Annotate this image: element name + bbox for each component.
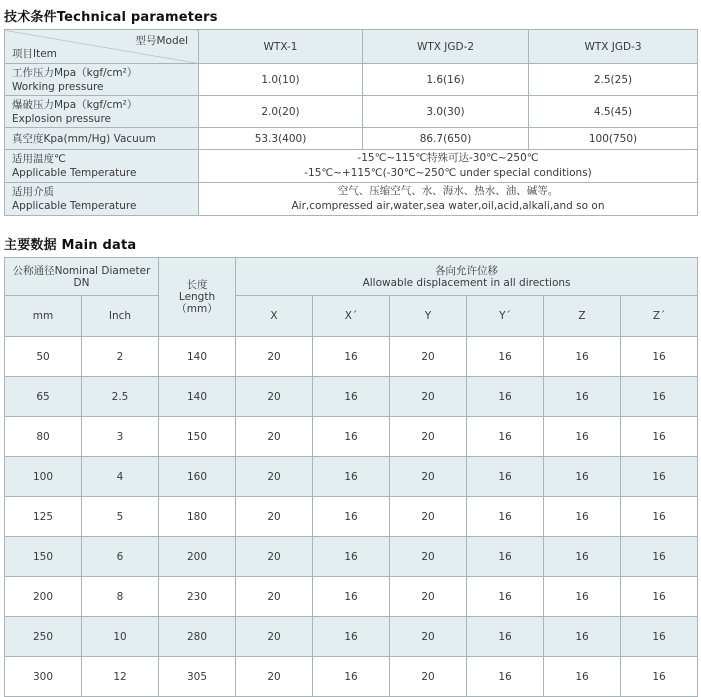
cell-dn-inch: 12 [82,657,159,697]
cell-dn-inch: 8 [82,577,159,617]
temperature-value-en: -15℃~+115℃(-30℃~250℃ under special conditions) [304,167,592,179]
cell-disp-y: 20 [390,497,467,537]
cell-disp-z-prime: 16 [621,337,698,377]
cell-disp-y-prime: 16 [467,377,544,417]
cell-disp-y-prime: 16 [467,497,544,537]
temperature-value [199,150,698,183]
cell-disp-y: 20 [390,457,467,497]
cell-disp-z-prime: 16 [621,617,698,657]
cell-disp-y: 20 [390,417,467,457]
length-header [159,258,236,337]
tech-row-vacuum [5,128,698,150]
tech-cell: 2.0(20) [199,96,363,128]
cell-length: 180 [159,497,236,537]
medium-value-cn: 空气、压缩空气、水、海水、热水、油、碱等。 [337,185,559,197]
table-row [5,497,698,537]
medium-value [199,183,698,216]
cell-dn-mm: 250 [5,617,82,657]
cell-disp-z: 16 [544,577,621,617]
cell-disp-y: 20 [390,337,467,377]
table-row [5,577,698,617]
cell-disp-x: 20 [236,457,313,497]
tech-cell: 4.5(45) [529,96,698,128]
main-header-row-1 [5,258,698,296]
tech-row-temperature [5,150,698,183]
temperature-value-cn: -15℃~115℃特殊可达-30℃~250℃ [357,152,539,164]
cell-disp-z-prime: 16 [621,657,698,697]
working-pressure-label-cn: 工作压力Mpa（kgf/cm²） [12,66,138,79]
tech-cell: 1.0(10) [199,64,363,96]
cell-disp-z-prime: 16 [621,577,698,617]
cell-disp-x-prime: 16 [313,617,390,657]
model-header: 型号Model [135,35,188,47]
x-prime-header: X´ [313,296,390,337]
z-prime-header: Z´ [621,296,698,337]
cell-disp-z: 16 [544,417,621,457]
tech-row-working-pressure [5,64,698,96]
table-row [5,457,698,497]
dn-header-text: DN [73,276,90,289]
temperature-label-en: Applicable Temperature [12,167,137,179]
tech-cell: 86.7(650) [363,128,529,150]
table-row [5,337,698,377]
tech-cell: 2.5(25) [529,64,698,96]
displacement-header [236,258,698,296]
tech-row-explosion-pressure [5,96,698,128]
main-data-table [4,257,698,697]
cell-disp-x: 20 [236,577,313,617]
cell-disp-y-prime: 16 [467,337,544,377]
medium-label-cn: 适用介质 [12,186,54,198]
tech-row-medium [5,183,698,216]
cell-disp-y-prime: 16 [467,537,544,577]
cell-disp-y-prime: 16 [467,577,544,617]
cell-disp-z-prime: 16 [621,457,698,497]
cell-disp-x-prime: 16 [313,537,390,577]
cell-dn-inch: 10 [82,617,159,657]
table-row [5,417,698,457]
main-header-row-2 [5,296,698,337]
working-pressure-label-en: Working pressure [12,80,104,93]
cell-disp-y: 20 [390,657,467,697]
table-row [5,537,698,577]
cell-dn-inch: 5 [82,497,159,537]
tech-params-table [4,29,698,216]
cell-disp-x: 20 [236,377,313,417]
explosion-pressure-label [5,96,199,128]
temperature-label-cn: 适用温度℃ [12,153,66,165]
length-header-cn: 长度 [186,279,208,291]
nominal-diameter-header [5,258,159,296]
cell-length: 200 [159,537,236,577]
cell-disp-x: 20 [236,617,313,657]
cell-disp-x-prime: 16 [313,657,390,697]
y-header: Y [390,296,467,337]
cell-dn-mm: 65 [5,377,82,417]
cell-length: 230 [159,577,236,617]
inch-header: Inch [82,296,159,337]
cell-disp-x: 20 [236,497,313,537]
nominal-diameter-header-text: 公称通径Nominal Diameter [12,264,151,277]
cell-dn-inch: 4 [82,457,159,497]
cell-length: 305 [159,657,236,697]
cell-disp-y-prime: 16 [467,617,544,657]
table-row [5,657,698,697]
cell-length: 150 [159,417,236,457]
table-row [5,617,698,657]
cell-dn-inch: 2 [82,337,159,377]
cell-disp-y: 20 [390,537,467,577]
cell-dn-mm: 50 [5,337,82,377]
tech-params-title: 技术条件Technical parameters [4,10,218,25]
cell-dn-mm: 300 [5,657,82,697]
main-data-body [5,337,698,697]
temperature-label [5,150,199,183]
table-row [5,377,698,417]
model-col-3: WTX JGD-3 [529,30,698,64]
model-item-header [5,30,199,64]
medium-label-en: Applicable Temperature [12,200,137,212]
medium-label [5,183,199,216]
cell-disp-y-prime: 16 [467,457,544,497]
cell-disp-x-prime: 16 [313,337,390,377]
cell-disp-x-prime: 16 [313,497,390,537]
cell-disp-z: 16 [544,337,621,377]
model-col-1: WTX-1 [199,30,363,64]
length-header-unit: （mm） [176,303,218,315]
displacement-header-en: Allowable displacement in all directions [362,276,571,289]
cell-disp-x-prime: 16 [313,377,390,417]
cell-disp-z-prime: 16 [621,377,698,417]
mm-header: mm [5,296,82,337]
cell-disp-x-prime: 16 [313,457,390,497]
cell-disp-z: 16 [544,657,621,697]
cell-dn-inch: 6 [82,537,159,577]
cell-disp-z: 16 [544,457,621,497]
cell-disp-z: 16 [544,377,621,417]
cell-disp-x: 20 [236,657,313,697]
cell-dn-inch: 2.5 [82,377,159,417]
cell-disp-x: 20 [236,337,313,377]
cell-dn-mm: 125 [5,497,82,537]
cell-length: 140 [159,337,236,377]
y-prime-header: Y´ [467,296,544,337]
cell-dn-mm: 200 [5,577,82,617]
cell-disp-z-prime: 16 [621,417,698,457]
x-header: X [236,296,313,337]
cell-dn-inch: 3 [82,417,159,457]
cell-dn-mm: 150 [5,537,82,577]
tech-cell: 53.3(400) [199,128,363,150]
cell-disp-x: 20 [236,537,313,577]
model-col-2: WTX JGD-2 [363,30,529,64]
cell-disp-z: 16 [544,497,621,537]
vacuum-label: 真空度Kpa(mm/Hg) Vacuum [5,128,199,150]
working-pressure-label [5,64,199,96]
cell-disp-x-prime: 16 [313,577,390,617]
cell-disp-z-prime: 16 [621,537,698,577]
cell-length: 280 [159,617,236,657]
cell-disp-x: 20 [236,417,313,457]
cell-disp-z: 16 [544,617,621,657]
cell-length: 140 [159,377,236,417]
cell-disp-y: 20 [390,617,467,657]
tech-cell: 100(750) [529,128,698,150]
explosion-pressure-label-en: Explosion pressure [12,112,112,125]
tech-header-row [5,30,698,64]
length-header-en: Length [178,291,216,303]
displacement-header-cn: 各向允许位移 [435,264,499,277]
cell-disp-y: 20 [390,577,467,617]
z-header: Z [544,296,621,337]
cell-disp-y-prime: 16 [467,417,544,457]
cell-dn-mm: 100 [5,457,82,497]
cell-dn-mm: 80 [5,417,82,457]
tech-cell: 3.0(30) [363,96,529,128]
cell-disp-z: 16 [544,537,621,577]
medium-value-en: Air,compressed air,water,sea water,oil,acid,alkali,and so on [291,200,605,212]
item-header: 项目Item [12,48,57,60]
cell-disp-z-prime: 16 [621,497,698,537]
explosion-pressure-label-cn: 爆破压力Mpa（kgf/cm²） [12,98,138,111]
cell-disp-y-prime: 16 [467,657,544,697]
cell-disp-y: 20 [390,377,467,417]
cell-length: 160 [159,457,236,497]
cell-disp-x-prime: 16 [313,417,390,457]
main-data-title: 主要数据 Main data [4,238,137,253]
tech-cell: 1.6(16) [363,64,529,96]
